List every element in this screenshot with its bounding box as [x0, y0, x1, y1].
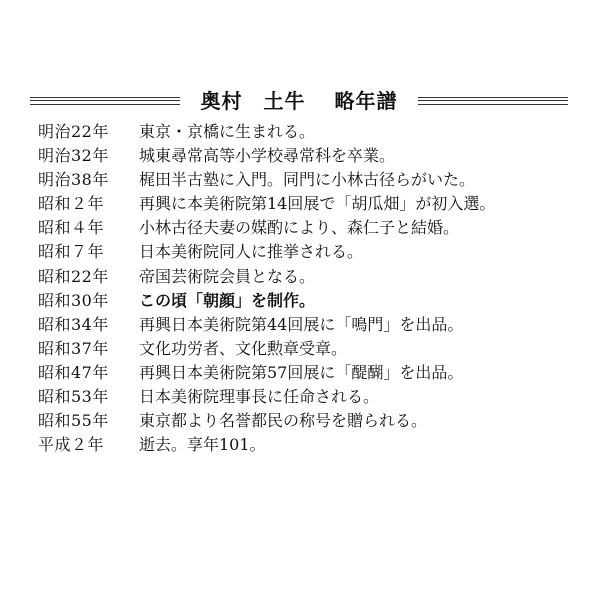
entry-event: 日本美術院同人に推挙される。 — [139, 242, 364, 262]
chronology-entry — [38, 216, 578, 240]
entry-event: 東京都より名誉都民の称号を贈られる。 — [139, 411, 428, 431]
chronology-entry-highlight — [38, 289, 578, 313]
entry-year: 昭和37年 — [38, 338, 109, 358]
entry-year: 平成２年 — [38, 435, 105, 455]
entry-event: この頃「朝顔」を制作。 — [139, 290, 316, 310]
chronology-entry — [38, 120, 578, 144]
title-rule-left — [30, 97, 180, 105]
chronology-entry — [38, 433, 578, 457]
entry-event: 帝国芸術院会員となる。 — [139, 266, 316, 286]
entry-year: 昭和２年 — [38, 194, 105, 214]
chronology-entry — [38, 361, 578, 385]
chronology-entry — [38, 313, 578, 337]
entry-event: 日本美術院理事長に任命される。 — [139, 387, 380, 407]
entry-year: 明治32年 — [38, 146, 109, 166]
entry-event: 小林古径夫妻の媒酌により、森仁子と結婚。 — [139, 218, 460, 238]
page-title: 奥村 土牛 略年譜 — [200, 89, 398, 113]
entry-event: 城東尋常高等小学校尋常科を卒業。 — [139, 146, 396, 166]
entry-year: 昭和30年 — [38, 290, 109, 310]
entry-year: 昭和55年 — [38, 411, 109, 431]
title-row — [30, 88, 568, 116]
entry-event: 再興日本美術院第57回展に「醍醐」を出品。 — [139, 362, 464, 382]
entry-year: 明治38年 — [38, 170, 109, 190]
chronology-list — [38, 120, 578, 457]
entry-year: 昭和７年 — [38, 242, 105, 262]
entry-year: 明治22年 — [38, 122, 109, 141]
entry-event: 再興に本美術院第14回展で「胡瓜畑」が初入選。 — [139, 194, 496, 214]
chronology-entry — [38, 240, 578, 264]
chronology-entry — [38, 168, 578, 192]
chronology-entry — [38, 144, 578, 168]
title-rule-right — [418, 97, 568, 105]
chronology-entry — [38, 192, 578, 216]
entry-year: 昭和22年 — [38, 266, 109, 286]
entry-event: 東京・京橋に生まれる。 — [139, 122, 316, 141]
chronology-entry — [38, 409, 578, 433]
entry-year: 昭和47年 — [38, 362, 109, 382]
entry-event: 再興日本美術院第44回展に「鳴門」を出品。 — [139, 314, 464, 334]
entry-event: 梶田半古塾に入門。同門に小林古径らがいた。 — [139, 170, 476, 190]
chronology-entry — [38, 337, 578, 361]
entry-year: 昭和４年 — [38, 218, 105, 238]
chronology-entry — [38, 385, 578, 409]
entry-event: 文化功労者、文化勲章受章。 — [139, 338, 348, 358]
chronology-entry — [38, 265, 578, 289]
entry-year: 昭和53年 — [38, 387, 109, 407]
entry-event: 逝去。享年101。 — [139, 435, 266, 455]
entry-year: 昭和34年 — [38, 314, 109, 334]
